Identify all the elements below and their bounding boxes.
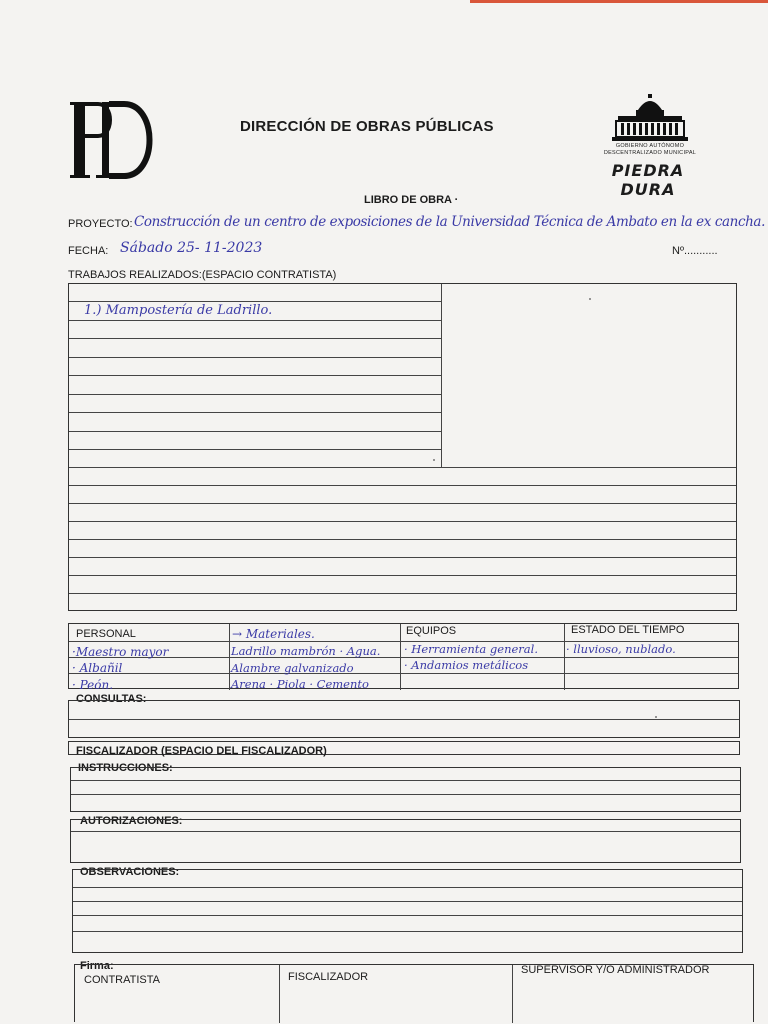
works-label: TRABAJOS REALIZADOS:(ESPACIO CONTRATISTA) (68, 269, 337, 281)
signature-contratista: CONTRATISTA (84, 974, 160, 986)
consultas-label: CONSULTAS: (76, 693, 147, 705)
date-label: FECHA: (68, 245, 109, 257)
project-value: Construcción de un centro de exposiciones de la Universidad Técnica de Ambato en la ex cancha. (134, 214, 765, 230)
autorizaciones-box (70, 819, 741, 863)
date-value: Sábado 25- 11-2023 (120, 240, 263, 256)
weather-value: · lluvioso, nublado. (566, 642, 676, 656)
top-edge-stripe (470, 0, 768, 3)
fiscalizador-label: FISCALIZADOR (ESPACIO DEL FISCALIZADOR) (76, 745, 327, 757)
consultas-box (68, 700, 740, 738)
instrucciones-label: INSTRUCCIONES: (78, 762, 173, 774)
autorizaciones-label: AUTORIZACIONES: (80, 815, 183, 827)
page-title: DIRECCIÓN DE OBRAS PÚBLICAS (240, 118, 494, 135)
materials-item: Ladrillo mambrón · Agua. (231, 644, 381, 658)
personal-header: PERSONAL (76, 628, 136, 640)
personal-item: ·Maestro mayor (72, 645, 169, 659)
works-table (68, 283, 737, 611)
observaciones-box (72, 869, 743, 953)
seal-text-line2: DESCENTRALIZADO MUNICIPAL (603, 150, 697, 156)
materials-item: Alambre galvanizado (231, 661, 354, 675)
observaciones-label: OBSERVACIONES: (80, 866, 180, 878)
signature-fiscalizador: FISCALIZADOR (288, 971, 369, 983)
personal-item: · Albañil (72, 661, 123, 675)
materials-item: Arena · Piola · Cemento (231, 677, 369, 691)
personal-item: · Peón. (72, 678, 114, 692)
equipment-item: · Herramienta general. (404, 642, 538, 656)
book-title: LIBRO DE OBRA · (364, 194, 459, 206)
weather-header: ESTADO DEL TIEMPO (571, 624, 685, 636)
seal-text-line1: GOBIERNO AUTÓNOMO (615, 143, 685, 149)
instrucciones-box (70, 767, 741, 812)
materials-header: → Materiales. (232, 627, 315, 641)
equipment-item: · Andamios metálicos (404, 658, 529, 672)
project-label: PROYECTO: (68, 218, 133, 230)
equipment-header: EQUIPOS (406, 625, 457, 637)
record-number: Nº........... (672, 245, 718, 257)
firma-label: Firma: (80, 960, 114, 972)
pd-logo (68, 100, 160, 180)
seal-municipality-name: PIEDRA DURA (611, 161, 685, 199)
signature-supervisor: SUPERVISOR Y/O ADMINISTRADOR (521, 964, 710, 976)
works-entry: 1.) Mampostería de Ladrillo. (84, 303, 273, 318)
